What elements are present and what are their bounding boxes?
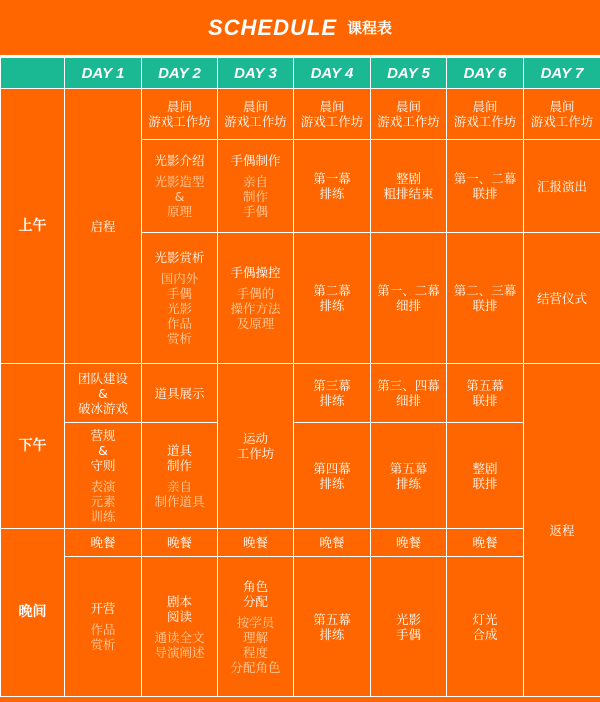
cell-a2-d6: 整剧 联排 bbox=[447, 423, 524, 529]
header-day-1: DAY 1 bbox=[65, 58, 142, 89]
cell-a2-d1: 营规 & 守则 表演 元素 训练 bbox=[65, 423, 142, 529]
cell-m3-d2: 光影赏析 国内外 手偶 光影 作品 赏析 bbox=[142, 233, 218, 364]
cell-m1-d4: 晨间 游戏工作坊 bbox=[294, 89, 371, 140]
table-row bbox=[1, 423, 600, 529]
period-evening: 晚间 bbox=[1, 529, 65, 697]
schedule-title bbox=[0, 0, 600, 55]
cell-dinner-d3: 晚餐 bbox=[218, 529, 294, 557]
cell-a2-d4: 第四幕 排练 bbox=[294, 423, 371, 529]
cell-a1-d1: 团队建设 & 破冰游戏 bbox=[65, 364, 142, 423]
cell-a2-d5: 第五幕 排练 bbox=[371, 423, 447, 529]
period-morning: 上午 bbox=[1, 89, 65, 364]
table-row bbox=[1, 529, 600, 557]
cell-m2-d6: 第一、二幕 联排 bbox=[447, 140, 524, 233]
cell-e2-d3: 角色 分配 按学员 理解 程度 分配角色 bbox=[218, 557, 294, 697]
cell-m1-d5: 晨间 游戏工作坊 bbox=[371, 89, 447, 140]
header-day-4: DAY 4 bbox=[294, 58, 371, 89]
table-row bbox=[1, 89, 600, 140]
cell-m2-d3: 手偶制作 亲自 制作 手偶 bbox=[218, 140, 294, 233]
cell-m3-d3: 手偶操控 手偶的 操作方法 及原理 bbox=[218, 233, 294, 364]
cell-m1-d3: 晨间 游戏工作坊 bbox=[218, 89, 294, 140]
cell-m1-d6: 晨间 游戏工作坊 bbox=[447, 89, 524, 140]
cell-dinner-d5: 晚餐 bbox=[371, 529, 447, 557]
cell-a1-d5: 第三、四幕 细排 bbox=[371, 364, 447, 423]
cell-dinner-d6: 晚餐 bbox=[447, 529, 524, 557]
cell-d3-afternoon: 运动 工作坊 bbox=[218, 364, 294, 529]
schedule-table bbox=[0, 57, 600, 697]
cell-e2-d4: 第五幕 排练 bbox=[294, 557, 371, 697]
header-row bbox=[1, 58, 600, 89]
cell-m3-d7: 结营仪式 bbox=[524, 233, 600, 364]
cell-a2-d2: 道具 制作 亲自 制作道具 bbox=[142, 423, 218, 529]
header-day-2: DAY 2 bbox=[142, 58, 218, 89]
cell-m1-d2: 晨间 游戏工作坊 bbox=[142, 89, 218, 140]
cell-m2-d5: 整剧 粗排结束 bbox=[371, 140, 447, 233]
cell-e2-d6: 灯光 合成 bbox=[447, 557, 524, 697]
cell-m3-d6: 第二、三幕 联排 bbox=[447, 233, 524, 364]
cell-m2-d7: 汇报演出 bbox=[524, 140, 600, 233]
cell-e2-d2: 剧本 阅读 通读全文 导演阐述 bbox=[142, 557, 218, 697]
cell-dinner-d4: 晚餐 bbox=[294, 529, 371, 557]
header-day-3: DAY 3 bbox=[218, 58, 294, 89]
cell-a1-d4: 第三幕 排练 bbox=[294, 364, 371, 423]
cell-dinner-d1: 晚餐 bbox=[65, 529, 142, 557]
header-day-5: DAY 5 bbox=[371, 58, 447, 89]
cell-e2-d1: 开营 作品 赏析 bbox=[65, 557, 142, 697]
cell-a1-d2: 道具展示 bbox=[142, 364, 218, 423]
header-day-6: DAY 6 bbox=[447, 58, 524, 89]
cell-a1-d6: 第五幕 联排 bbox=[447, 364, 524, 423]
cell-e2-d5: 光影 手偶 bbox=[371, 557, 447, 697]
header-day-7: DAY 7 bbox=[524, 58, 600, 89]
cell-d7-return: 返程 bbox=[524, 364, 600, 697]
table-row bbox=[1, 364, 600, 423]
cell-m1-d7: 晨间 游戏工作坊 bbox=[524, 89, 600, 140]
cell-m2-d4: 第一幕 排练 bbox=[294, 140, 371, 233]
title-english: SCHEDULE bbox=[207, 14, 337, 40]
cell-m2-d2: 光影介绍 光影造型 & 原理 bbox=[142, 140, 218, 233]
cell-dinner-d2: 晚餐 bbox=[142, 529, 218, 557]
header-corner bbox=[1, 58, 65, 89]
period-afternoon: 下午 bbox=[1, 364, 65, 529]
cell-d1-morning: 启程 bbox=[65, 89, 142, 364]
table-row bbox=[1, 557, 600, 697]
cell-m3-d4: 第二幕 排练 bbox=[294, 233, 371, 364]
cell-m3-d5: 第一、二幕 细排 bbox=[371, 233, 447, 364]
title-chinese: 课程表 bbox=[347, 19, 393, 37]
